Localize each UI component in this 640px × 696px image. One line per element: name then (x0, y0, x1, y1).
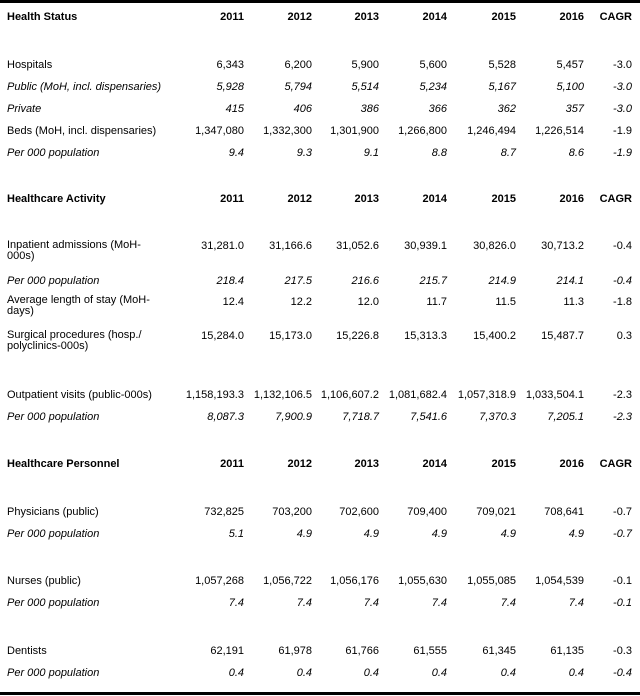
value-cell: 0.4 (500, 667, 516, 679)
row-label: Per 000 population (7, 667, 100, 679)
row-label: Average length of stay (MoH-days) (7, 294, 150, 317)
value-cell: 1,246,494 (467, 125, 516, 137)
value-cell: 61,345 (482, 645, 516, 657)
cagr-cell: -0.3 (613, 645, 632, 657)
value-cell: 4.9 (296, 528, 312, 540)
cagr-cell: -3.0 (613, 59, 632, 71)
bottom-rule (0, 692, 640, 695)
value-cell: 4.9 (568, 528, 584, 540)
value-cell: 8.7 (500, 147, 516, 159)
value-cell: 0.4 (363, 667, 379, 679)
year-header: 2011 (220, 193, 244, 205)
value-cell: 5,514 (351, 81, 379, 93)
value-cell: 5,600 (419, 59, 447, 71)
value-cell: 7.4 (363, 597, 379, 609)
year-header: 2011 (220, 11, 244, 23)
year-header: 2015 (491, 458, 516, 470)
value-cell: 7,541.6 (410, 411, 447, 423)
value-cell: 1,226,514 (535, 125, 584, 137)
cagr-header: CAGR (599, 11, 632, 23)
value-cell: 1,057,268 (195, 575, 244, 587)
cagr-cell: -0.1 (613, 597, 632, 609)
top-rule (0, 0, 640, 3)
value-cell: 5,234 (419, 81, 447, 93)
cagr-header: CAGR (599, 458, 632, 470)
cagr-cell: -0.4 (613, 275, 632, 287)
value-cell: 31,281.0 (201, 240, 244, 252)
value-cell: 0.4 (431, 667, 447, 679)
value-cell: 5,528 (488, 59, 516, 71)
cagr-header: CAGR (599, 193, 632, 205)
year-header: 2015 (491, 11, 516, 23)
value-cell: 1,055,085 (467, 575, 516, 587)
value-cell: 15,313.3 (404, 330, 447, 342)
value-cell: 1,332,300 (263, 125, 312, 137)
value-cell: 702,600 (339, 506, 379, 518)
value-cell: 6,200 (284, 59, 312, 71)
value-cell: 366 (428, 103, 447, 115)
value-cell: 5,167 (488, 81, 516, 93)
value-cell: 0.4 (568, 667, 584, 679)
cagr-cell: -1.9 (613, 125, 632, 137)
row-label: Private (7, 103, 42, 115)
value-cell: 61,978 (278, 645, 312, 657)
value-cell: 1,301,900 (330, 125, 379, 137)
value-cell: 9.4 (228, 147, 244, 159)
value-cell: 1,106,607.2 (320, 389, 379, 401)
row-label: Dentists (7, 645, 47, 657)
value-cell: 7,205.1 (547, 411, 584, 423)
cagr-cell: -2.3 (613, 389, 632, 401)
cagr-cell: -0.7 (613, 506, 632, 518)
value-cell: 7.4 (228, 597, 244, 609)
value-cell: 1,057,318.9 (457, 389, 516, 401)
value-cell: 31,166.6 (269, 240, 312, 252)
value-cell: 5,100 (556, 81, 584, 93)
row-label: Hospitals (7, 59, 53, 71)
value-cell: 4.9 (500, 528, 516, 540)
value-cell: 5,794 (284, 81, 312, 93)
value-cell: 0.4 (296, 667, 312, 679)
section-title: Healthcare Personnel (7, 458, 120, 470)
value-cell: 703,200 (272, 506, 312, 518)
value-cell: 62,191 (210, 645, 244, 657)
row-label: Surgical procedures (hosp./ polyclinics-000s) (7, 329, 142, 352)
value-cell: 9.1 (363, 147, 379, 159)
year-header: 2014 (422, 11, 447, 23)
value-cell: 709,400 (407, 506, 447, 518)
value-cell: 217.5 (284, 275, 312, 287)
cagr-cell: 0.3 (616, 330, 632, 342)
value-cell: 5.1 (228, 528, 244, 540)
value-cell: 357 (565, 103, 584, 115)
row-label: Per 000 population (7, 597, 100, 609)
year-header: 2012 (287, 458, 312, 470)
row-label: Per 000 population (7, 275, 100, 287)
value-cell: 7.4 (431, 597, 447, 609)
cagr-cell: -0.7 (613, 528, 632, 540)
value-cell: 8,087.3 (207, 411, 244, 423)
row-label: Inpatient admissions (MoH-000s) (7, 239, 141, 262)
value-cell: 1,158,193.3 (185, 389, 244, 401)
value-cell: 15,173.0 (269, 330, 312, 342)
value-cell: 216.6 (351, 275, 379, 287)
value-cell: 5,900 (351, 59, 379, 71)
value-cell: 7.4 (500, 597, 516, 609)
value-cell: 61,135 (550, 645, 584, 657)
value-cell: 1,081,682.4 (388, 389, 447, 401)
value-cell: 12.4 (222, 296, 244, 308)
value-cell: 31,052.6 (336, 240, 379, 252)
year-header: 2013 (354, 458, 379, 470)
value-cell: 7,370.3 (479, 411, 516, 423)
value-cell: 1,056,722 (263, 575, 312, 587)
cagr-cell: -3.0 (613, 103, 632, 115)
value-cell: 1,132,106.5 (253, 389, 312, 401)
cagr-cell: -1.8 (613, 296, 632, 308)
value-cell: 30,826.0 (473, 240, 516, 252)
row-label: Per 000 population (7, 528, 100, 540)
value-cell: 11.3 (563, 296, 584, 308)
value-cell: 4.9 (431, 528, 447, 540)
year-header: 2016 (559, 193, 584, 205)
value-cell: 406 (293, 103, 312, 115)
value-cell: 15,400.2 (473, 330, 516, 342)
year-header: 2011 (220, 458, 244, 470)
value-cell: 386 (360, 103, 379, 115)
row-label: Beds (MoH, incl. dispensaries) (7, 125, 157, 137)
row-label: Per 000 population (7, 147, 100, 159)
value-cell: 6,343 (216, 59, 244, 71)
section-title: Healthcare Activity (7, 193, 106, 205)
value-cell: 11.7 (426, 296, 447, 308)
row-label: Per 000 population (7, 411, 100, 423)
value-cell: 9.3 (296, 147, 312, 159)
year-header: 2012 (287, 193, 312, 205)
value-cell: 7,718.7 (342, 411, 379, 423)
value-cell: 0.4 (228, 667, 244, 679)
cagr-cell: -0.1 (613, 575, 632, 587)
value-cell: 709,021 (476, 506, 516, 518)
value-cell: 1,055,630 (398, 575, 447, 587)
year-header: 2016 (559, 458, 584, 470)
cagr-cell: -0.4 (613, 240, 632, 252)
row-label: Outpatient visits (public-000s) (7, 389, 152, 401)
value-cell: 7.4 (296, 597, 312, 609)
value-cell: 8.6 (568, 147, 584, 159)
year-header: 2012 (287, 11, 312, 23)
cagr-cell: -3.0 (613, 81, 632, 93)
value-cell: 15,226.8 (336, 330, 379, 342)
cagr-cell: -0.4 (613, 667, 632, 679)
value-cell: 218.4 (216, 275, 244, 287)
cagr-cell: -1.9 (613, 147, 632, 159)
row-label: Public (MoH, incl. dispensaries) (7, 81, 162, 93)
value-cell: 12.2 (290, 296, 312, 308)
value-cell: 415 (225, 103, 244, 115)
value-cell: 12.0 (357, 296, 379, 308)
row-label: Nurses (public) (7, 575, 81, 587)
value-cell: 732,825 (204, 506, 244, 518)
value-cell: 4.9 (363, 528, 379, 540)
year-header: 2013 (354, 193, 379, 205)
value-cell: 7.4 (568, 597, 584, 609)
year-header: 2014 (422, 193, 447, 205)
value-cell: 7,900.9 (275, 411, 312, 423)
value-cell: 11.5 (495, 296, 516, 308)
value-cell: 5,928 (216, 81, 244, 93)
value-cell: 1,033,504.1 (525, 389, 584, 401)
value-cell: 5,457 (556, 59, 584, 71)
year-header: 2016 (559, 11, 584, 23)
row-label: Physicians (public) (7, 506, 99, 518)
year-header: 2015 (491, 193, 516, 205)
value-cell: 61,555 (413, 645, 447, 657)
section-title: Health Status (7, 11, 78, 23)
value-cell: 708,641 (544, 506, 584, 518)
value-cell: 15,487.7 (541, 330, 584, 342)
year-header: 2014 (422, 458, 447, 470)
value-cell: 214.9 (488, 275, 516, 287)
value-cell: 30,939.1 (404, 240, 447, 252)
value-cell: 8.8 (431, 147, 447, 159)
value-cell: 61,766 (345, 645, 379, 657)
value-cell: 1,347,080 (195, 125, 244, 137)
cagr-cell: -2.3 (613, 411, 632, 423)
value-cell: 362 (497, 103, 516, 115)
value-cell: 15,284.0 (201, 330, 244, 342)
value-cell: 30,713.2 (541, 240, 584, 252)
value-cell: 1,056,176 (330, 575, 379, 587)
value-cell: 215.7 (419, 275, 447, 287)
year-header: 2013 (354, 11, 379, 23)
value-cell: 214.1 (556, 275, 584, 287)
value-cell: 1,054,539 (535, 575, 584, 587)
value-cell: 1,266,800 (398, 125, 447, 137)
